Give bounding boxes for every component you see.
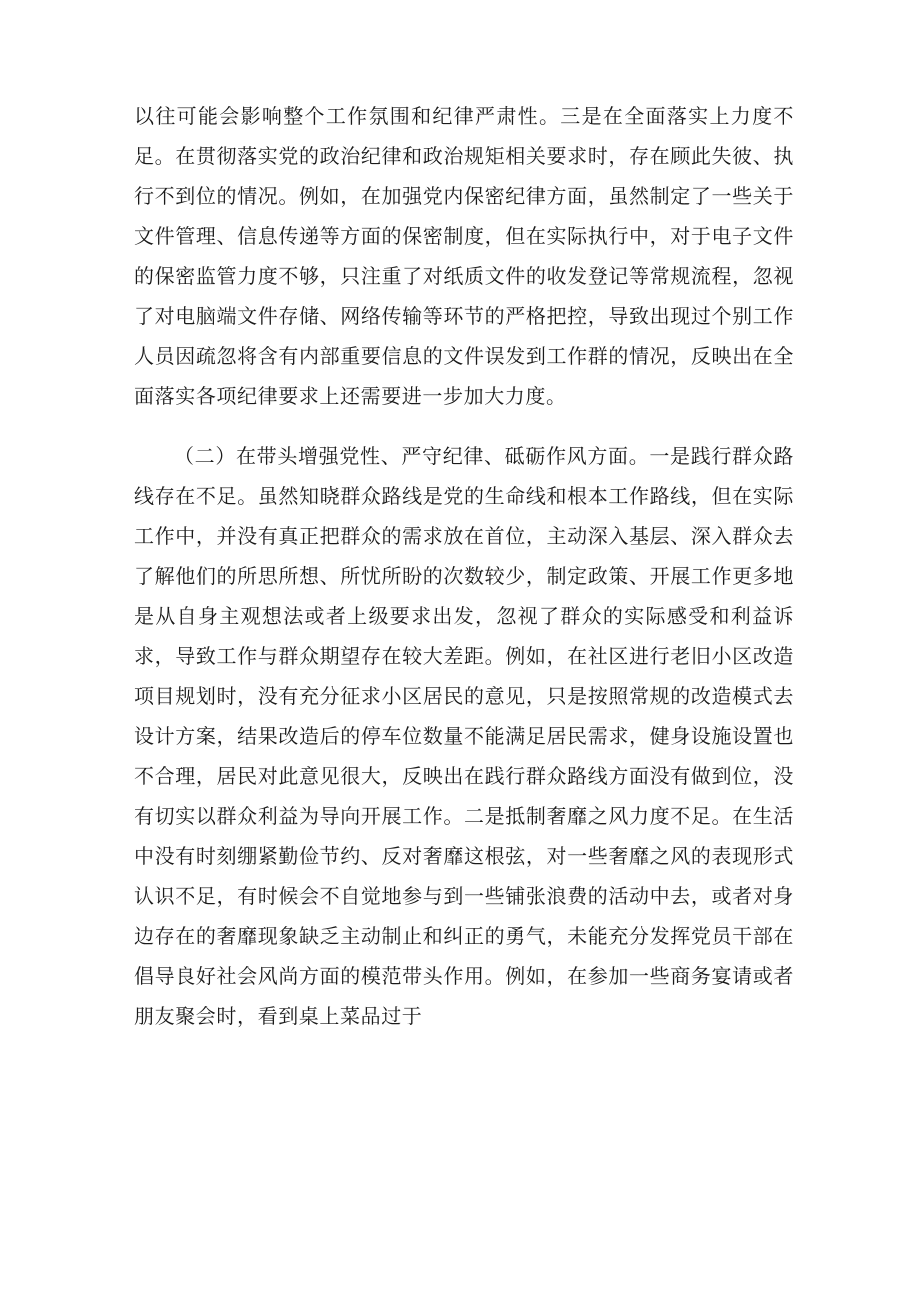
- body-paragraph-continuation: 以往可能会影响整个工作氛围和纪律严肃性。三是在全面落实上力度不足。在贯彻落实党的政治纪律和政治规矩相关要求时，存在顾此失彼、执行不到位的情况。例如，在加强党内保密纪律方面，虽然制定了一些关于文件管理、信息传递等方面的保密制度，但在实际执行中，对于电子文件的保密监管力度不够，只注重了对纸质文件的收发登记等常规流程，忽视了对电脑端文件存储、网络传输等环节的严格把控，导致出现过个别工作人员因疏忽将含有内部重要信息的文件误发到工作群的情况，反映出在全面落实各项纪律要求上还需要进一步加大力度。: [134, 104, 794, 408]
- body-paragraph-section-two: （二）在带头增强党性、严守纪律、砥砺作风方面。一是践行群众路线存在不足。虽然知晓群众路线是党的生命线和根本工作路线，但在实际工作中，并没有真正把群众的需求放在首位，主动深入基层、深入群众去了解他们的所思所想、所忧所盼的次数较少，制定政策、开展工作更多地是从自身主观想法或者上级要求出发，忽视了群众的实际感受和利益诉求，导致工作与群众期望存在较大差距。例如，在社区进行老旧小区改造项目规划时，没有充分征求小区居民的意见，只是按照常规的改造模式去设计方案，结果改造后的停车位数量不能满足居民需求，健身设施设置也不合理，居民对此意见很大，反映出在践行群众路线方面没有做到位，没有切实以群众利益为导向开展工作。二是抵制奢靡之风力度不足。在生活中没有时刻绷紧勤俭节约、反对奢靡这根弦，对一些奢靡之风的表现形式认识不足，有时候会不自觉地参与到一些铺张浪费的活动中去，或者对身边存在的奢靡现象缺乏主动制止和纠正的勇气，未能充分发挥党员干部在倡导良好社会风尚方面的模范带头作用。例如，在参加一些商务宴请或者朋友聚会时，看到桌上菜品过于: [134, 444, 794, 1028]
- document-page: [134, 96, 794, 1036]
